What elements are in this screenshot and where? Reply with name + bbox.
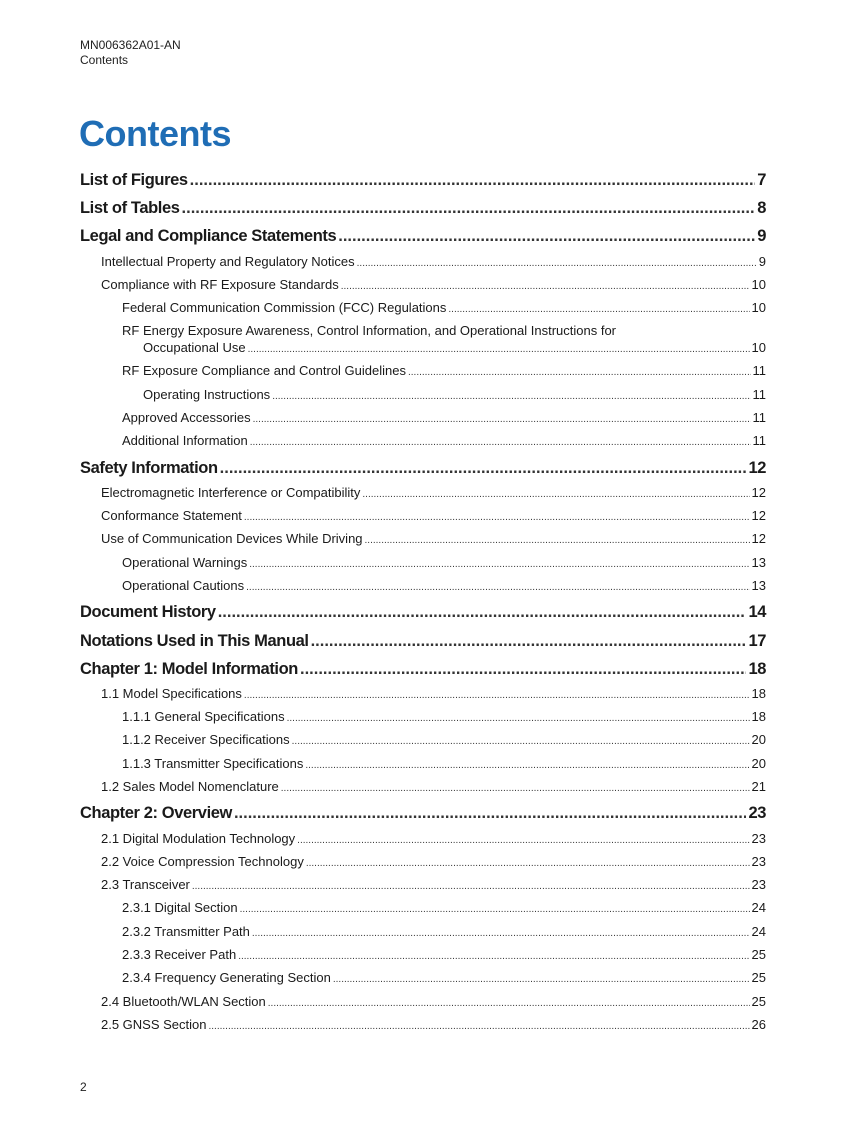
toc-entry[interactable]	[80, 755, 766, 778]
toc-entry[interactable]	[80, 362, 766, 385]
dot-leader	[305, 757, 749, 775]
dot-leader	[341, 278, 750, 296]
dot-leader	[218, 601, 747, 623]
dot-leader	[244, 687, 750, 705]
toc-entry-label: Document History	[80, 603, 216, 622]
toc-entry[interactable]	[80, 196, 766, 224]
toc-entry[interactable]	[80, 969, 766, 992]
toc-entry[interactable]	[80, 899, 766, 922]
dot-leader	[244, 509, 750, 527]
toc-entry-page: 17	[748, 631, 766, 650]
dot-leader	[297, 832, 749, 850]
toc-entry-label: Intellectual Property and Regulatory Notices	[101, 253, 355, 269]
toc-entry-label-continued: Occupational Use	[143, 340, 246, 356]
toc-entry-label: Conformance Statement	[101, 508, 242, 524]
toc-entry[interactable]	[80, 993, 766, 1016]
dot-leader	[448, 301, 749, 319]
dot-leader	[362, 486, 749, 504]
dot-leader	[192, 878, 750, 896]
toc-entry[interactable]	[80, 778, 766, 801]
toc-entry[interactable]	[80, 923, 766, 946]
toc-entry-label: 1.1 Model Specifications	[101, 685, 242, 701]
dot-leader	[250, 434, 751, 452]
toc-entry-page: 20	[751, 755, 766, 771]
dot-leader	[248, 341, 750, 358]
toc-entry-page: 13	[751, 554, 766, 570]
dot-leader	[182, 197, 756, 219]
toc-entry-page: 20	[751, 732, 766, 748]
toc-entry-label: Operational Cautions	[122, 578, 245, 594]
dot-leader	[272, 388, 750, 406]
page-title: Contents	[79, 113, 231, 154]
toc-entry-label: Compliance with RF Exposure Standards	[101, 276, 339, 292]
toc-entry-label: Safety Information	[80, 458, 218, 477]
toc-entry[interactable]	[80, 409, 766, 432]
toc-entry[interactable]	[80, 876, 766, 899]
toc-entry-label: RF Energy Exposure Awareness, Control Information, and Operational Instructions for	[122, 323, 617, 339]
toc-entry-page: 21	[751, 779, 766, 795]
toc-entry-label: 2.3.4 Frequency Generating Section	[122, 970, 331, 986]
toc-entry-label: Operating Instructions	[143, 386, 271, 402]
toc-entry[interactable]	[80, 830, 766, 853]
toc-entry-page: 23	[751, 830, 766, 846]
toc-entry[interactable]	[80, 299, 766, 322]
toc-entry-label: 2.1 Digital Modulation Technology	[101, 830, 296, 846]
toc-entry-label: 1.1.2 Receiver Specifications	[122, 732, 290, 748]
toc-entry[interactable]	[80, 731, 766, 754]
toc-entry-page: 12	[751, 531, 766, 547]
toc-entry[interactable]	[80, 600, 766, 628]
dot-leader	[287, 710, 750, 728]
toc-entry-label: List of Figures	[80, 171, 188, 189]
dot-leader	[268, 995, 750, 1013]
dot-leader	[234, 802, 746, 824]
toc-entry-page: 11	[752, 410, 766, 426]
toc-entry-page: 11	[752, 386, 766, 402]
toc-entry-page: 12	[751, 508, 766, 524]
header-section: Contents	[80, 53, 129, 67]
toc-entry-page: 23	[751, 853, 766, 869]
toc-entry-label: 2.3 Transceiver	[101, 877, 190, 893]
dot-leader	[408, 364, 751, 382]
toc-entry-label: Operational Warnings	[122, 554, 248, 570]
toc-entry[interactable]	[80, 577, 766, 600]
dot-leader	[209, 1018, 750, 1036]
toc-entry-label: Legal and Compliance Statements	[80, 227, 337, 246]
toc-entry-label: List of Tables	[80, 199, 180, 218]
toc-entry-label: 1.1.3 Transmitter Specifications	[122, 755, 304, 771]
toc-entry[interactable]	[80, 432, 766, 455]
toc-entry[interactable]	[80, 554, 766, 577]
toc-entry-page: 10	[751, 340, 766, 356]
toc-entry[interactable]	[80, 801, 766, 829]
toc-entry-label: Chapter 1: Model Information	[80, 659, 298, 678]
toc-entry-page: 11	[752, 363, 766, 379]
toc-entry[interactable]	[80, 685, 766, 708]
toc-entry-label: 2.3.3 Receiver Path	[122, 947, 237, 963]
table-of-contents	[80, 168, 766, 1039]
dot-leader	[365, 532, 750, 550]
toc-entry-page: 23	[748, 804, 766, 823]
toc-entry-page: 9	[757, 227, 766, 246]
dot-leader	[252, 925, 750, 943]
toc-entry-label: 2.4 Bluetooth/WLAN Section	[101, 993, 266, 1009]
dot-leader	[333, 971, 750, 989]
toc-entry-page: 18	[748, 659, 766, 678]
dot-leader	[249, 556, 749, 574]
toc-entry[interactable]	[80, 253, 766, 276]
toc-entry-label: 2.3.1 Digital Section	[122, 900, 238, 916]
toc-entry-page: 24	[751, 923, 766, 939]
toc-entry-page: 12	[751, 484, 766, 500]
toc-entry[interactable]	[80, 708, 766, 731]
toc-entry[interactable]	[80, 168, 766, 196]
dot-leader	[240, 901, 750, 919]
toc-entry-page: 23	[751, 877, 766, 893]
dot-leader	[220, 457, 747, 479]
dot-leader	[338, 225, 755, 247]
toc-entry[interactable]	[80, 530, 766, 553]
page-number: 2	[80, 1080, 87, 1094]
toc-entry-label: Chapter 2: Overview	[80, 804, 232, 823]
toc-entry-page: 11	[752, 433, 766, 449]
dot-leader	[253, 411, 751, 429]
toc-entry-page: 26	[751, 1016, 766, 1032]
toc-entry[interactable]	[80, 657, 766, 685]
toc-entry-label: Additional Information	[122, 433, 248, 449]
toc-entry[interactable]	[80, 456, 766, 484]
dot-leader	[311, 630, 747, 652]
toc-entry[interactable]	[80, 946, 766, 969]
toc-entry-label: 2.5 GNSS Section	[101, 1016, 207, 1032]
toc-entry-label: RF Exposure Compliance and Control Guidelines	[122, 363, 406, 379]
toc-entry-page: 18	[751, 709, 766, 725]
toc-entry-label: Notations Used in This Manual	[80, 631, 309, 650]
toc-entry[interactable]	[80, 1016, 766, 1039]
toc-entry-label: Approved Accessories	[122, 410, 251, 426]
toc-entry[interactable]	[80, 322, 766, 362]
dot-leader	[246, 579, 749, 597]
toc-entry[interactable]	[80, 276, 766, 299]
dot-leader	[292, 733, 750, 751]
toc-entry-label: 1.2 Sales Model Nomenclature	[101, 779, 279, 795]
toc-entry[interactable]	[80, 507, 766, 530]
toc-entry[interactable]	[80, 484, 766, 507]
toc-entry[interactable]	[80, 386, 766, 409]
toc-entry-page: 14	[748, 603, 766, 622]
toc-entry-page: 24	[751, 900, 766, 916]
toc-entry[interactable]	[80, 629, 766, 657]
toc-entry-page: 18	[751, 685, 766, 701]
toc-entry-page: 12	[748, 458, 766, 477]
toc-entry-page: 25	[751, 970, 766, 986]
toc-entry[interactable]	[80, 853, 766, 876]
toc-entry-page: 7	[757, 171, 766, 189]
dot-leader	[238, 948, 749, 966]
dot-leader	[190, 169, 756, 191]
dot-leader	[357, 255, 757, 273]
dot-leader	[281, 780, 750, 798]
toc-entry-label: 1.1.1 General Specifications	[122, 709, 285, 725]
toc-entry[interactable]	[80, 224, 766, 252]
dot-leader	[300, 658, 746, 680]
toc-entry-page: 13	[751, 578, 766, 594]
toc-entry-label: Use of Communication Devices While Driving	[101, 531, 363, 547]
toc-entry-label: Federal Communication Commission (FCC) Regulations	[122, 300, 447, 316]
toc-entry-page: 9	[758, 253, 766, 269]
toc-entry-page: 10	[751, 276, 766, 292]
toc-entry-page: 25	[751, 993, 766, 1009]
toc-entry-label: 2.3.2 Transmitter Path	[122, 923, 250, 939]
toc-entry-label: 2.2 Voice Compression Technology	[101, 853, 304, 869]
dot-leader	[306, 855, 750, 873]
toc-entry-page: 10	[751, 300, 766, 316]
running-header	[80, 38, 181, 68]
document-id: MN006362A01-AN	[80, 38, 181, 52]
toc-entry-page: 8	[757, 199, 766, 218]
toc-entry-label: Electromagnetic Interference or Compatibility	[101, 484, 361, 500]
toc-entry-page: 25	[751, 947, 766, 963]
